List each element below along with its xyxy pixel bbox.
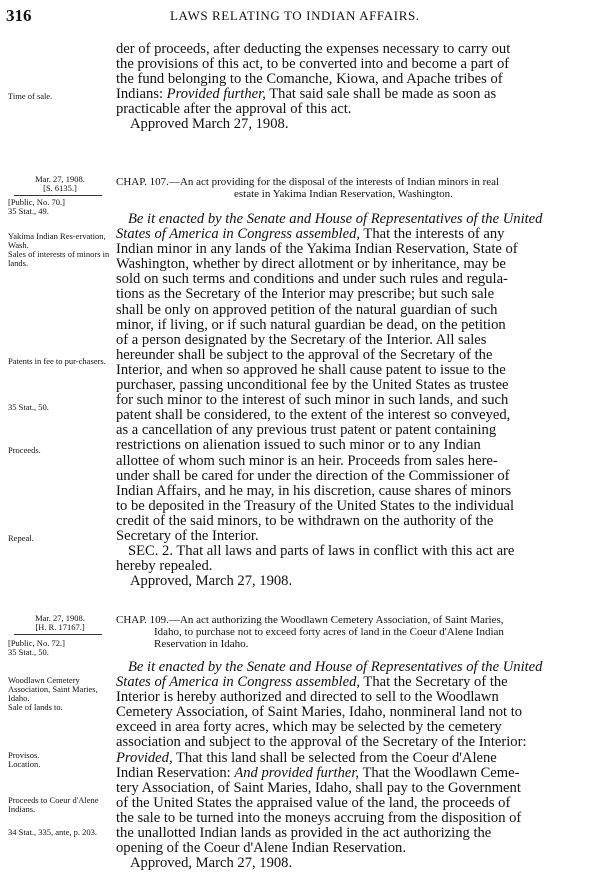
- text-line: the sale to be turned into the moneys accruing from the disposition of: [116, 809, 522, 826]
- text-line: the provisions of this act, to be converted into and become a part of: [116, 56, 510, 73]
- side-note-statute-50: 35 Stat., 50.: [8, 402, 49, 412]
- text-line: the fund belonging to the Comanche, Kiowa, and Apache tribes of: [116, 71, 503, 88]
- text-line: sold on such terms and conditions and under such rules and regula-: [116, 271, 508, 288]
- text-line: Indian Reservation: And provided further, That the Woodlawn Ceme-: [116, 764, 520, 781]
- side-note-sale-of-lands: Sale of lands to.: [8, 702, 63, 712]
- side-note-statute: 35 Stat., 49.: [8, 206, 49, 216]
- side-note-time-of-sale: Time of sale.: [8, 91, 53, 101]
- text-line: allottee of whom such minor is an heir. Proceeds from sales here-: [116, 452, 498, 469]
- enacting-clause: Be it enacted by the Senate and House of Representatives of the United: [128, 211, 543, 227]
- text-line: association and subject to the approval of the Secretary of the Interior:: [116, 734, 527, 751]
- approved-line: Approved, March 27, 1908.: [130, 855, 293, 872]
- text-line: of the United States the appraised value of the land, the proceeds of: [116, 794, 511, 811]
- side-note-repeal: Repeal.: [8, 533, 34, 543]
- page-header: [0, 0, 600, 30]
- text-line: Interior is hereby authorized and directed to sell to the Woodlawn: [116, 689, 499, 706]
- text-line: patent shall be considered, to the extent of the interest so conveyed,: [116, 407, 511, 424]
- text-line: for such minor to the interest of such minor in such lands, and such: [116, 392, 509, 409]
- text-line: Provided, That this land shall be selected from the Coeur d'Alene: [116, 749, 497, 766]
- text-line: credit of the said minors, to be withdrawn on the authority of the: [116, 512, 494, 529]
- side-note-date: Mar. 27, 1908.: [35, 613, 85, 623]
- side-note-statute-335: 34 Stat., 335, ante, p. 203.: [8, 827, 98, 837]
- enacting-clause: Be it enacted by the Senate and House of Representatives of the United: [128, 659, 543, 675]
- text-line: tery Association, of Saint Maries, Idaho, shall pay to the Government: [116, 779, 521, 796]
- side-note-bill: [S. 6135.]: [43, 183, 77, 193]
- text-line: Cemetery Association, of Saint Maries, Idaho, nonmineral land not to: [116, 704, 523, 721]
- text-line: Interior, and when so approved he shall cause patent to issue to the: [116, 361, 506, 378]
- divider: [14, 634, 102, 635]
- enacting-clause-cont: States of America in Congress assembled, That the interests of any: [116, 226, 505, 243]
- side-note-woodlawn: Woodlawn Cemetery Association, Saint Maries, Idaho.: [8, 675, 98, 703]
- section-2: SEC. 2. That all laws and parts of laws in conflict with this act are: [128, 543, 515, 560]
- chapter-109-title: CHAP. 109.—An act authorizing the Woodlawn Cemetery Association, of Saint Maries, Idaho, to purchase not to exceed forty acres of land in the Coeur d'Alene Indian Reservation in Idaho.: [116, 614, 504, 650]
- text-line: hereunder shall be subject to the approval of the Secretary of the: [116, 346, 493, 363]
- side-note-public-law: [Public, No. 72.]: [8, 638, 65, 648]
- side-note-proceeds: Proceeds.: [8, 445, 41, 455]
- text-line: as a cancellation of any previous trust patent or patent containing: [116, 422, 497, 439]
- text-line: Indian Affairs, and he may, in his discretion, cause shares of minors: [116, 482, 512, 499]
- side-note-patents: Patents in fee to pur-chasers.: [8, 356, 106, 366]
- text-line: exceed in area forty acres, which may be selected by the cemetery: [116, 719, 502, 736]
- text-line: practicable after the approval of this act.: [116, 101, 352, 118]
- text-line: to be deposited in the Treasury of the United States to the individual: [116, 497, 515, 514]
- continuation-block: [116, 42, 594, 133]
- text-line: minor, if living, or if such natural guardian be dead, on the petition: [116, 316, 506, 333]
- text-line: der of proceeds, after deducting the expenses necessary to carry out: [116, 41, 511, 57]
- enacting-clause-cont: States of America in Congress assembled, That the Secretary of the: [116, 674, 508, 691]
- text-line: Washington, whether by direct allotment or by inheritance, may be: [116, 256, 506, 273]
- side-note-public-law: [Public, No. 70.]: [8, 197, 65, 207]
- text-line: Secretary of the Interior.: [116, 527, 259, 544]
- text-line: of a person designated by the Secretary of the Interior. All sales: [116, 331, 487, 348]
- text-line: tions as the Secretary of the Interior may prescribe; but such sale: [116, 286, 495, 303]
- chapter-107-title: CHAP. 107.—An act providing for the disposal of the interests of Indian minors in real estate in Yakima Indian Reservation, Washington.: [116, 176, 500, 200]
- approved-line: Approved March 27, 1908.: [130, 116, 289, 133]
- chapter-109-body: [116, 660, 594, 871]
- text-line: Indians: Provided further, That said sale shall be made as soon as: [116, 86, 497, 103]
- side-note-location: Location.: [8, 759, 41, 769]
- side-note-provisos: Provisos.: [8, 750, 40, 760]
- text-line: shall be only on approved petition of the natural guardian of such: [116, 301, 498, 318]
- text-line: under shall be cared for under the direction of the Commissioner of: [116, 467, 510, 484]
- side-note-statute: 35 Stat., 50.: [8, 647, 49, 657]
- chapter-107-body: [116, 212, 594, 589]
- text-line: hereby repealed.: [116, 558, 213, 575]
- text-line: purchaser, passing unconditional fee by the United States as trustee: [116, 377, 509, 394]
- approved-line: Approved, March 27, 1908.: [130, 573, 293, 590]
- side-note-proceeds-coeur: Proceeds to Coeur d'Alene Indians.: [8, 795, 99, 814]
- side-note-sales: Sales of interests of minors in lands.: [8, 249, 110, 268]
- divider: [14, 195, 102, 196]
- page-number: 316: [6, 6, 32, 25]
- running-head: LAWS RELATING TO INDIAN AFFAIRS.: [170, 8, 420, 23]
- text-line: Indian minor in any lands of the Yakima Indian Reservation, State of: [116, 241, 518, 258]
- text-line: restrictions on alienation issued to such minor or to any Indian: [116, 437, 481, 454]
- side-note-yakima: Yakima Indian Res-ervation, Wash.: [8, 231, 106, 250]
- text-line: opening of the Coeur d'Alene Indian Reservation.: [116, 840, 406, 857]
- side-note-bill: [H. R. 17167.]: [35, 622, 85, 632]
- text-line: the unallotted Indian lands as provided in the act authorizing the: [116, 825, 492, 842]
- side-note-date: Mar. 27, 1908.: [35, 174, 85, 184]
